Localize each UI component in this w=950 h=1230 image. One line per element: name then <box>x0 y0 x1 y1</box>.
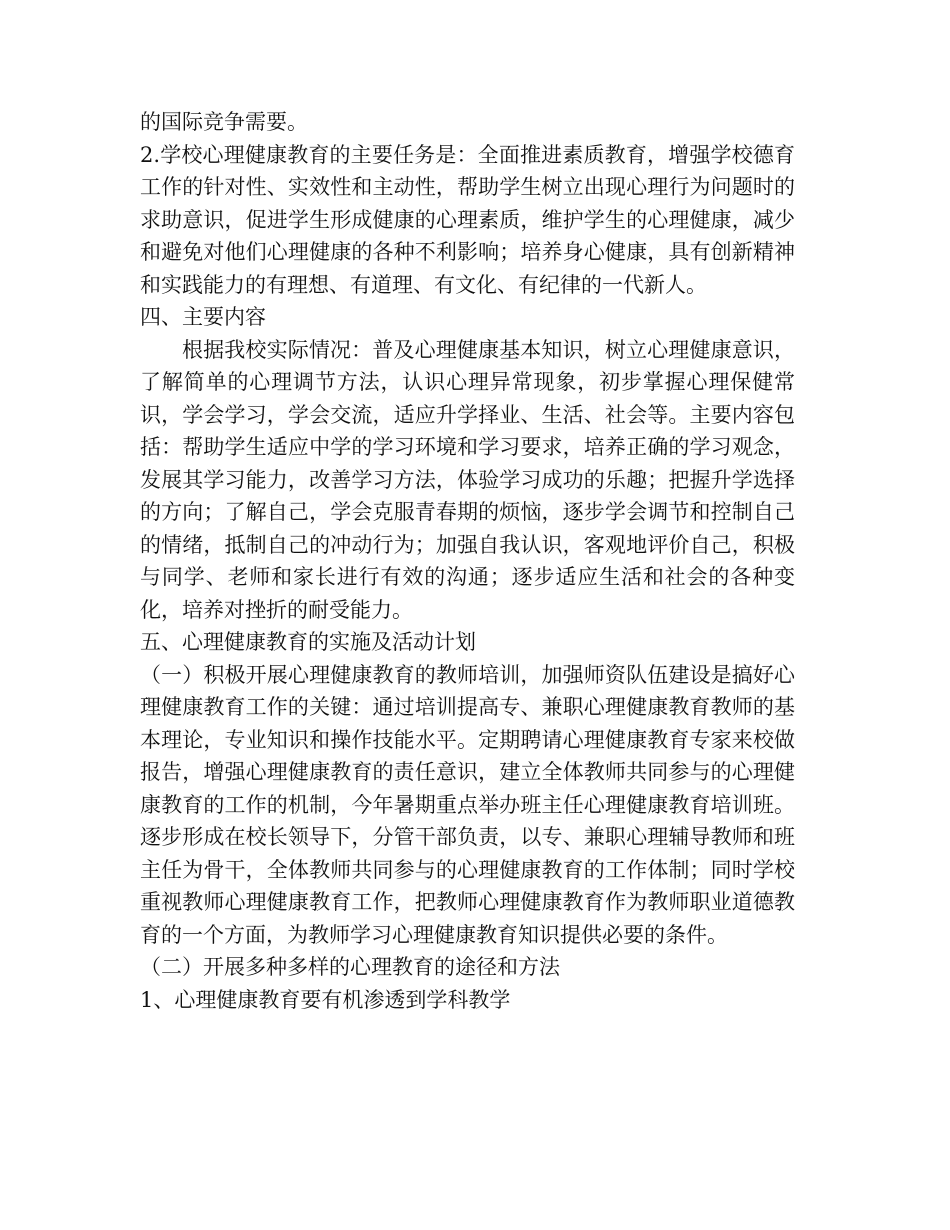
paragraph-teacher-training: （一）积极开展心理健康教育的教师培训，加强师资队伍建设是搞好心理健康教育工作的关键：通过培训提高专、兼职心理健康教育教师的基本理论，专业知识和操作技能水平。定期聘请心理健康教育专家来校做报告，增强心理健康教育的责任意识，建立全体教师共同参与的心理健康教育的工作的机制，今年暑期重点举办班主任心理健康教育培训班。逐步形成在校长领导下，分管干部负责，以专、兼职心理辅导教师和班主任为骨干，全体教师共同参与的心理健康教育的工作体制；同时学校重视教师心理健康教育工作，把教师心理健康教育作为教师职业道德教育的一个方面，为教师学习心理健康教育知识提供必要的条件。 <box>140 662 795 947</box>
paragraph-main-tasks: 2.学校心理健康教育的主要任务是：全面推进素质教育，增强学校德育工作的针对性、实效性和主动性，帮助学生树立出现心理行为问题时的求助意识，促进学生形成健康的心理素质，维护学生的心理健康，减少和避免对他们心理健康的各种不利影响；培养身心健康，具有创新精神和实践能力的有理想、有道理、有文化、有纪律的一代新人。 <box>140 142 795 297</box>
paragraph-intro-tail: 的国际竞争需要。 <box>140 110 308 134</box>
subheading-subject-teaching: 1、心理健康教育要有机渗透到学科教学 <box>140 987 511 1012</box>
section-heading-implementation: 五、心理健康教育的实施及活动计划 <box>140 630 476 654</box>
paragraph-main-content: 根据我校实际情况：普及心理健康基本知识，树立心理健康意识，了解简单的心理调节方法，认识心理异常现象，初步掌握心理保健常识，学会学习，学会交流，适应升学择业、生活、社会等。主要内容包括：帮助学生适应中学的学习环境和学习要求，培养正确的学习观念，发展其学习能力，改善学习方法，体验学习成功的乐趣；把握升学选择的方向；了解自己，学会克服青春期的烦恼，逐步学会调节和控制自己的情绪，抵制自己的冲动行为；加强自我认识，客观地评价自己，积极与同学、老师和家长进行有效的沟通；逐步适应生活和社会的各种变化，培养对挫折的耐受能力。 <box>140 337 795 622</box>
document-body <box>140 106 795 1016</box>
subheading-methods: （二）开展多种多样的心理教育的途径和方法 <box>140 955 560 979</box>
section-heading-main-content: 四、主要内容 <box>140 305 266 329</box>
